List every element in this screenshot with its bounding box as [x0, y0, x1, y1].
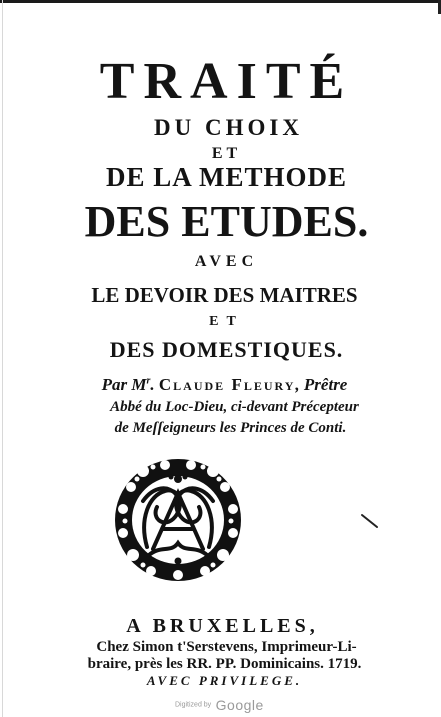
digitized-label: Digitized by — [175, 701, 212, 709]
author-title-line: Abbé du Loc-Dieu, ci-devant Précepteur — [110, 399, 359, 415]
digitized-by-watermark — [175, 696, 264, 714]
subtitle-devoir: LE DEVOIR DES MAITRES — [91, 283, 358, 307]
author-dot: . — [150, 375, 159, 394]
page-title: TRAITÉ — [99, 53, 354, 110]
page-left-edge — [2, 0, 3, 717]
author-prefix: Par M — [101, 375, 147, 394]
subtitle-etudes: DES ETUDES. — [84, 197, 369, 246]
conjunction-avec: AVEC — [194, 253, 259, 270]
stray-mark-icon — [360, 513, 380, 529]
conjunction-et-2: ET — [209, 314, 244, 329]
author-dedication-line: de Meſſeigneurs les Princes de Conti. — [114, 420, 347, 436]
imprint-privilege: AVEC PRIVILEGE. — [146, 673, 303, 688]
author-line — [4, 375, 441, 395]
imprint-city: A BRUXELLES, — [126, 615, 319, 637]
monogram-vignette-icon — [113, 457, 243, 583]
subtitle-methode: DE LA METHODE — [105, 162, 348, 192]
conjunction-et-1: ET — [211, 145, 242, 162]
author-suffix: , Prêtre — [295, 375, 348, 394]
subtitle-domestiques: DES DOMESTIQUES. — [109, 337, 344, 362]
imprint-printer: Chez Simon t'Serstevens, Imprimeur-Li- — [96, 639, 357, 655]
author-name: Claude Fleury — [158, 375, 296, 394]
google-logo: Google — [215, 696, 264, 713]
subtitle-du-choix: DU CHOIX — [154, 115, 303, 140]
author-sup: r — [146, 375, 151, 387]
page-top-border — [0, 0, 441, 3]
imprint-address: braire, près les RR. PP. Dominicains. 1719. — [87, 656, 362, 672]
